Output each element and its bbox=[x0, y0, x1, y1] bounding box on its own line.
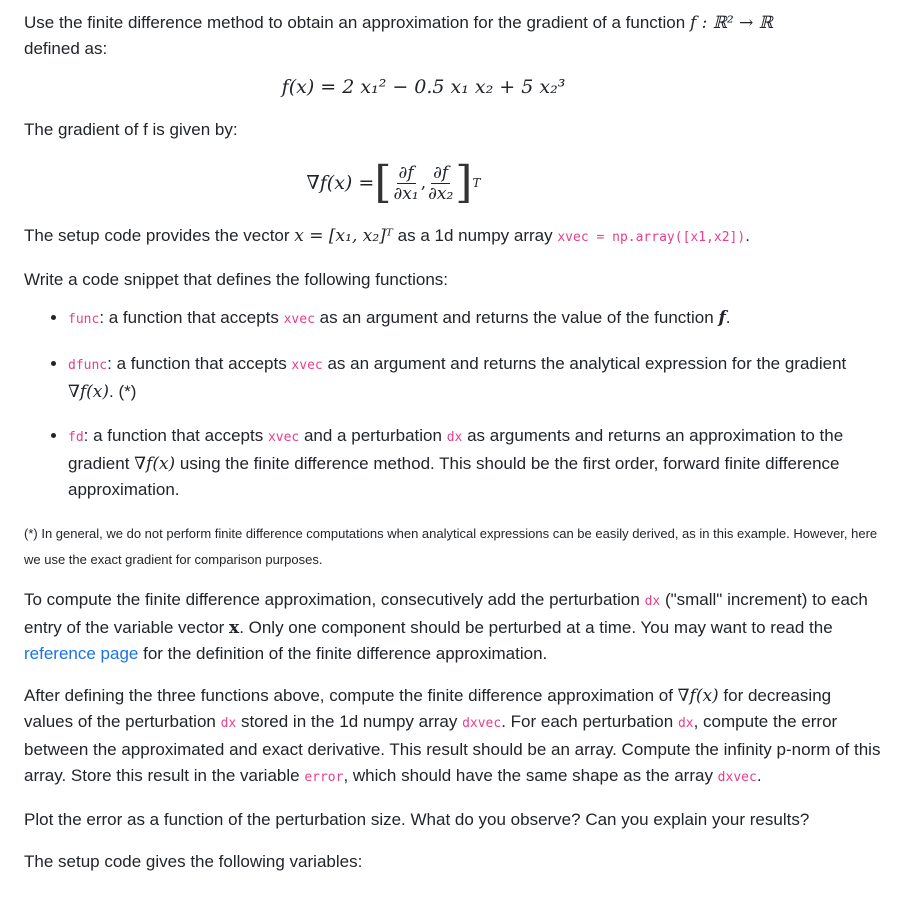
setup-paragraph bbox=[24, 223, 883, 251]
compute-text: ("small" increment) to each entry of the variable vector bbox=[24, 590, 868, 637]
intro-text: Use the finite difference method to obtain an approximation for the gradient of a function bbox=[24, 13, 690, 32]
partial-numerator: ∂f bbox=[398, 162, 414, 183]
bullet-text: as arguments and returns an approximation to the gradient bbox=[68, 426, 844, 473]
right-bracket: ] bbox=[455, 157, 473, 208]
dfunc-code: dfunc bbox=[68, 358, 108, 373]
dx-code: dx bbox=[644, 594, 661, 609]
math-gradient: ∇f(x) bbox=[68, 382, 110, 402]
partial-denominator-1: ∂x₁ bbox=[393, 183, 419, 204]
setup-text: The setup code provides the vector bbox=[24, 226, 295, 245]
intro-paragraph bbox=[24, 10, 883, 62]
compute-text: . Only one component should be perturbed at a time. You may want to read the bbox=[239, 618, 833, 637]
function-equation-text: f(x) = 2 x₁² − 0.5 x₁ x₂ + 5 x₂³ bbox=[281, 76, 566, 98]
footnote: (*) In general, we do not perform finite difference computations when analytical expressions can be easily derived, as in this example. However, here we use the exact gradient for comparison purposes. bbox=[24, 526, 878, 567]
after-text: . bbox=[756, 766, 762, 785]
bullet-text: : a function that accepts bbox=[99, 308, 284, 327]
bullet-text: . bbox=[725, 308, 731, 327]
setup-text-3: . bbox=[745, 226, 750, 245]
dxvec-code: dxvec bbox=[717, 770, 757, 785]
list-item-func bbox=[68, 305, 883, 333]
bullet-text: : a function that accepts bbox=[107, 354, 292, 373]
xvec-code: xvec bbox=[267, 430, 300, 445]
partial-denominator-2: ∂x₂ bbox=[428, 183, 454, 204]
gradient-intro: The gradient of f is given by: bbox=[24, 120, 238, 139]
after-text: , which should have the same shape as the array bbox=[343, 766, 718, 785]
func-code: func bbox=[68, 312, 100, 327]
intro-text-2: defined as: bbox=[24, 39, 108, 58]
partial-numerator: ∂f bbox=[433, 162, 449, 183]
gradient-equation bbox=[24, 157, 883, 208]
math-gradient: ∇f(x) bbox=[677, 686, 719, 706]
fd-code: fd bbox=[68, 430, 84, 445]
after-paragraph bbox=[24, 683, 883, 791]
after-text: After defining the three functions above, compute the finite difference approximation of bbox=[24, 686, 678, 705]
gradient-lhs: ∇f(x) = bbox=[306, 172, 375, 194]
left-bracket: [ bbox=[374, 157, 392, 208]
gradient-comma: , bbox=[420, 173, 427, 193]
compute-paragraph bbox=[24, 587, 883, 667]
bullet-text: . (*) bbox=[109, 382, 137, 401]
bullet-text: as an argument and returns the analytical expression for the gradient bbox=[322, 354, 847, 373]
bullet-text: : a function that accepts bbox=[83, 426, 268, 445]
setup-text-2: as a 1d numpy array bbox=[392, 226, 558, 245]
vector-x: x = [x₁, x₂]ᵀ bbox=[294, 226, 393, 246]
write-snippet-paragraph: Write a code snippet that defines the following functions: bbox=[24, 270, 448, 289]
bullet-text: using the finite difference method. This should be the first order, forward finite difference approximation. bbox=[68, 454, 840, 499]
setup-vars-paragraph: The setup code gives the following variables: bbox=[24, 852, 363, 871]
dx-code: dx bbox=[220, 716, 237, 731]
dx-code: dx bbox=[446, 430, 463, 445]
bullet-text: as an argument and returns the value of the function bbox=[314, 308, 719, 327]
list-item-dfunc bbox=[68, 351, 883, 405]
plot-paragraph: Plot the error as a function of the perturbation size. What do you observe? Can you explain your results? bbox=[24, 810, 810, 829]
vector-x-bold: x bbox=[229, 618, 240, 638]
xvec-code: xvec bbox=[283, 312, 315, 327]
after-text: , compute the error between the approximated and exact derivative. This result should be an array. Compute the infinity p-norm of this array. Store this result in the variable bbox=[24, 712, 881, 785]
xvec-code: xvec bbox=[291, 358, 323, 373]
partial-x2 bbox=[428, 163, 453, 204]
error-code: error bbox=[304, 770, 344, 785]
transpose-symbol: T bbox=[472, 176, 481, 190]
bullet-text: and a perturbation bbox=[299, 426, 447, 445]
function-equation bbox=[24, 74, 883, 101]
partial-x1 bbox=[393, 163, 418, 204]
xvec-code: xvec = np.array([x1,x2]) bbox=[557, 230, 746, 245]
after-text: stored in the 1d numpy array bbox=[236, 712, 463, 731]
function-list bbox=[24, 305, 883, 503]
after-text: for decreasing values of the perturbation bbox=[24, 686, 832, 731]
function-signature: f : ℝ² → ℝ bbox=[689, 13, 773, 33]
math-gradient: ∇f(x) bbox=[134, 454, 176, 474]
list-item-fd bbox=[68, 423, 883, 503]
reference-page-link[interactable]: reference page bbox=[24, 644, 139, 663]
dx-code: dx bbox=[677, 716, 694, 731]
compute-text: To compute the finite difference approximation, consecutively add the perturbation bbox=[24, 590, 645, 609]
compute-text: for the definition of the finite difference approximation. bbox=[138, 644, 548, 663]
dxvec-code: dxvec bbox=[462, 716, 502, 731]
math-f: f bbox=[718, 308, 726, 328]
after-text: . For each perturbation bbox=[501, 712, 678, 731]
